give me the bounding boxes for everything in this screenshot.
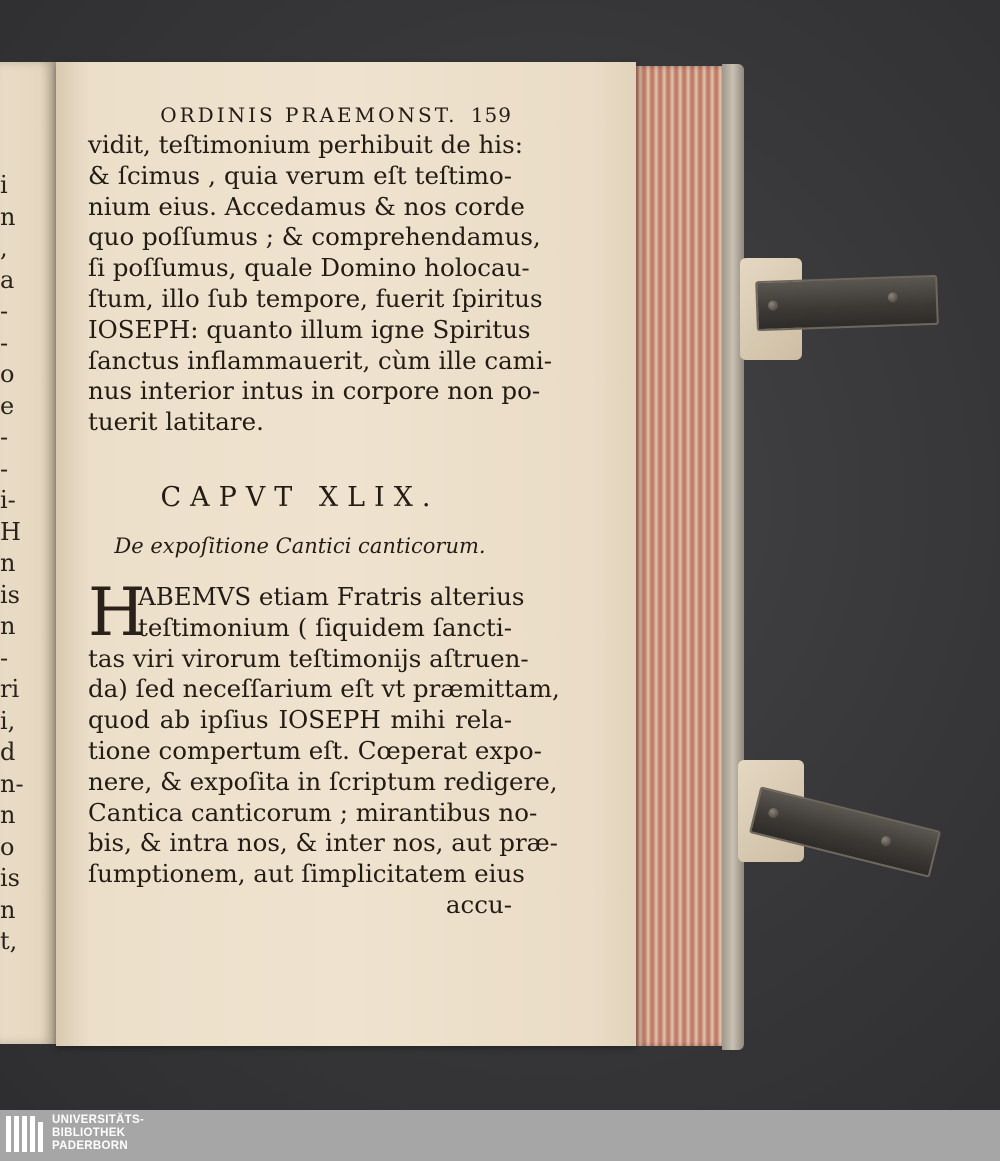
left-page-glyph: -	[0, 423, 9, 451]
left-page-glyph: -	[0, 328, 9, 357]
left-page-glyph: -	[0, 297, 9, 325]
clasp-icon	[755, 275, 939, 331]
page-fore-edge	[636, 66, 730, 1046]
left-page-glyphs	[0, 170, 24, 958]
left-page-glyph: o	[0, 832, 15, 861]
left-page-glyph: -	[0, 454, 9, 483]
text-line: nere, & expoſita in ſcriptum redigere,	[88, 766, 558, 796]
clasp-icon	[749, 786, 941, 878]
left-page-glyph: d	[0, 738, 16, 766]
left-page-glyph: i	[0, 171, 8, 199]
text-line: da) ſed neceſſarium eſt vt præmittam,	[88, 674, 560, 704]
paragraph-top	[88, 130, 553, 438]
text-line: quod ab ipſius IOSEPH mihi rela-	[88, 705, 512, 735]
library-name-line: UNIVERSITÄTS-	[52, 1114, 145, 1126]
left-page-glyph: i-	[0, 486, 16, 514]
left-page-glyph: e	[0, 391, 15, 420]
text-line: Cantica canticorum ; mirantibus no-	[88, 797, 538, 827]
text-line: vidit, teſtimonium perhibuit de his:	[88, 130, 523, 159]
text-line-second: teſtimonium ( ſiquidem ſancti-	[138, 612, 512, 642]
left-page-glyph: i,	[0, 706, 16, 735]
rivet-icon	[767, 807, 779, 819]
text-line-first: ABEMVS etiam Fratris alterius	[138, 581, 525, 611]
left-page-glyph: t,	[0, 927, 18, 955]
left-page-edge	[0, 62, 56, 1044]
text-line: tuerit latitare.	[88, 407, 264, 437]
text-line: ſi poſſumus, quale Domino holocau-	[88, 253, 530, 283]
left-page-glyph: n	[0, 895, 16, 924]
text-line: ſanctus inflammauerit, cùm ille cami-	[88, 345, 553, 375]
drop-cap: H	[88, 573, 146, 651]
chapter-subtitle: De expoſitione Cantici canticorum.	[114, 533, 486, 558]
text-line: nus interior intus in corpore non po-	[88, 376, 541, 406]
text-line: IOSEPH: quanto illum igne Spiritus	[88, 314, 531, 344]
text-line: tas viri virorum teſtimonijs aſtruen-	[88, 643, 529, 673]
text-line: ſumptionem, aut ſimplicitatem eius	[88, 859, 525, 889]
rivet-icon	[880, 835, 892, 847]
book-cover-board	[722, 64, 744, 1050]
text-line: ſtum, illo ſub tempore, fuerit ſpiritus	[88, 283, 543, 313]
text-line: bis, & intra nos, & inter nos, aut præ-	[88, 828, 558, 858]
left-page-glyph: n-	[0, 769, 24, 798]
paragraph-main	[88, 573, 560, 921]
left-page-glyph: a	[0, 265, 15, 294]
text-line: quo poſſumus ; & comprehendamus,	[88, 222, 541, 252]
text-line: tione compertum eſt. Cœperat expo-	[88, 735, 542, 765]
library-name	[52, 1114, 144, 1153]
running-head-title: ORDINIS PRAEMONST.	[160, 103, 458, 127]
page-number: 159	[470, 103, 512, 127]
rivet-icon	[888, 292, 898, 302]
left-page-glyph: -	[0, 643, 9, 672]
left-page-glyph: ri	[0, 675, 20, 703]
text-line: & ſcimus , quia verum eſt teſtimo-	[88, 160, 512, 190]
library-logo-icon	[6, 1116, 44, 1156]
library-name-line: BIBLIOTHEK	[52, 1127, 126, 1139]
left-page-glyph: is	[0, 864, 20, 892]
left-page-glyph: n	[0, 549, 16, 577]
left-page-glyph: is	[0, 580, 20, 609]
chapter-heading: CAPVT XLIX.	[160, 481, 440, 513]
rivet-icon	[768, 300, 778, 310]
left-page-glyph: n	[0, 612, 16, 640]
left-page-glyph: o	[0, 360, 15, 388]
footer-bar	[0, 1110, 1000, 1161]
left-page-glyph: ,	[0, 234, 8, 262]
left-page-glyph: n	[0, 801, 16, 829]
page-text-block	[88, 98, 560, 921]
paragraph-main-lines	[88, 643, 560, 890]
left-page-glyph: H	[0, 517, 21, 546]
library-name-line: PADERBORN	[52, 1140, 128, 1152]
left-page-glyph: n	[0, 202, 16, 231]
text-line: nium eius. Accedamus & nos corde	[88, 191, 525, 221]
catchword: accu-	[445, 889, 512, 919]
running-head	[88, 98, 512, 132]
